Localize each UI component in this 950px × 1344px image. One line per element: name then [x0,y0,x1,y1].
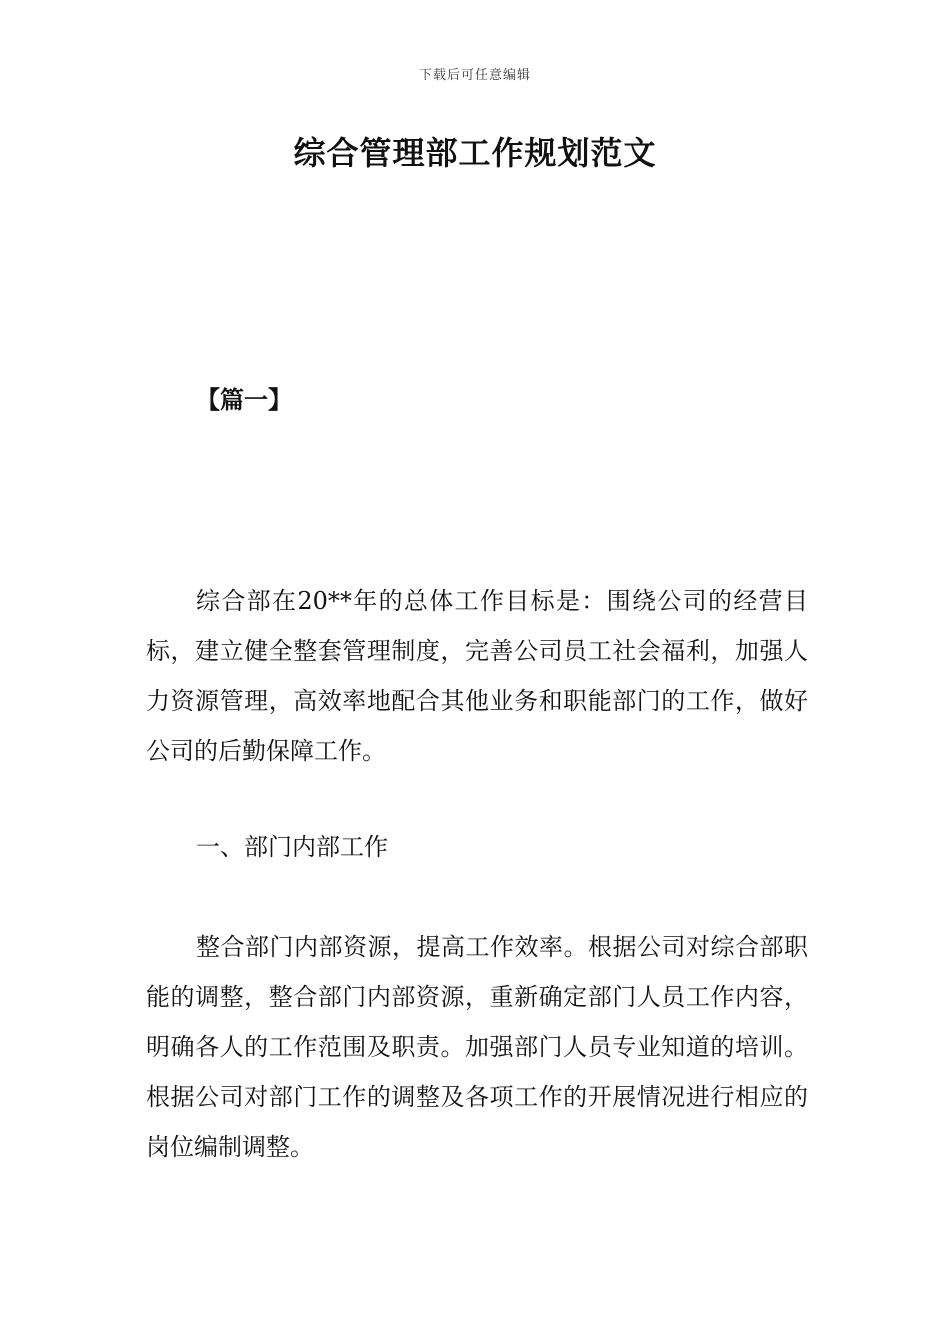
document-title: 综合管理部工作规划范文 [293,134,657,172]
header-note: 下载后可任意编辑 [418,68,531,83]
paragraph-resource-integration: 整合部门内部资源，提高工作效率。根据公司对综合部职能的调整，整合部门内部资源，重新确定部门人员工作内容，明确各人的工作范围及职责。加强部门人员专业知道的培训。根据公司对部门工作的调整及各项工作的开展情况进行相应的岗位编制调整。 [146,933,808,1161]
paragraph-intro: 综合部在20**年的总体工作目标是：围绕公司的经营目标，建立健全整套管理制度，完善公司员工社会福利，加强人力资源管理，高效率地配合其他业务和职能部门的工作，做好公司的后勤保障工作。 [146,587,808,765]
section-label: 【篇一】 [196,386,292,414]
section-heading-department-internal-work: 一、部门内部工作 [196,833,388,861]
